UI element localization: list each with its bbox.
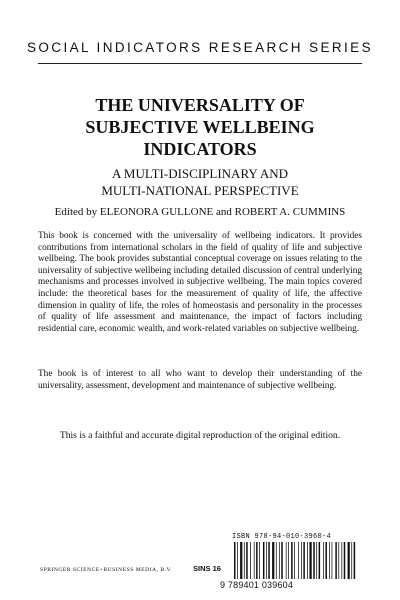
reproduction-note: This is a faithful and accurate digital reproduction of the original edition. — [59, 430, 341, 441]
subtitle-line-1: A MULTI-DISCIPLINARY AND — [112, 166, 288, 181]
header-rule — [38, 63, 362, 64]
book-subtitle — [0, 165, 400, 199]
isbn-label: ISBN 978-94-010-3960-4 — [232, 533, 332, 541]
description-paragraph-1: This book is concerned with the universality of wellbeing indicators. It provides contributions from international scholars in the field of quality of life and subjective wellbeing. The book provides substantial conceptual coverage on issues relating to the universality of subjective wellbeing including detailed discussion of central underlying mechanisms and processes involved in subjective wellbeing. The main topics covered include: the theoretical bases for the measurement of quality of life, the affective dimension in quality of life, the roles of homeostasis and personality in the processes of quality of life assessment and maintenance, the impact of factors including residential care, economic wealth, and work-related variables on subjective wellbeing. — [38, 231, 362, 334]
title-line-1: THE UNIVERSALITY OF — [95, 95, 305, 115]
subtitle-line-2: MULTI-NATIONAL PERSPECTIVE — [101, 183, 299, 198]
barcode-digits: 9 789401 039604 — [220, 580, 294, 590]
title-line-2: SUBJECTIVE WELLBEING — [85, 117, 315, 137]
barcode-image — [230, 542, 360, 579]
publisher-name: SPRINGER SCIENCE+BUSINESS MEDIA, B.V. — [40, 567, 173, 573]
editors-line: Edited by ELEONORA GULLONE and ROBERT A. CUMMINS — [54, 206, 346, 218]
book-title — [0, 94, 400, 160]
series-name: SOCIAL INDICATORS RESEARCH SERIES — [26, 40, 373, 55]
description-paragraph-2: The book is of interest to all who want to develop their understanding of the universality, assessment, development and maintenance of subjective wellbeing. — [38, 369, 362, 391]
title-line-3: INDICATORS — [143, 139, 257, 159]
series-number: SINS 16 — [193, 564, 221, 573]
